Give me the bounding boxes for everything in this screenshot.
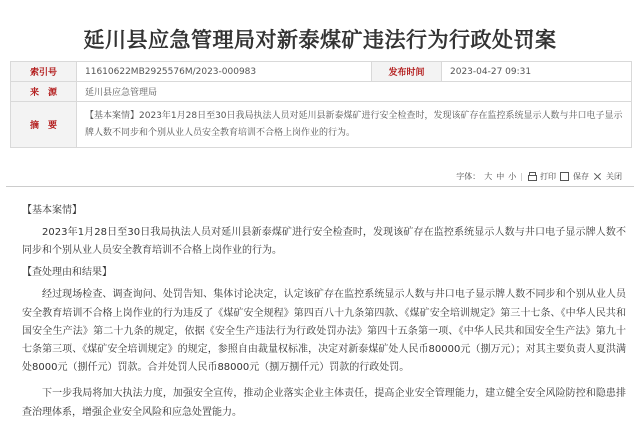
- metadata-table: [10, 61, 632, 148]
- article-body: [22, 202, 626, 426]
- page-title: 延川县应急管理局对新泰煤矿违法行为行政处罚案: [83, 28, 557, 52]
- metadata-row-abstract: [11, 102, 632, 148]
- abstract-value: 【基本案情】2023年1月28日至30日我局执法人员对延川县新泰煤矿进行安全检查时，发现该矿存在监控系统显示人数与井口电子显示牌人数不同步和个别从业人员安全教育培训不合格上岗作业的行为。: [77, 102, 632, 148]
- font-size-large-button[interactable]: 大: [484, 172, 493, 181]
- article-toolbar: [456, 171, 622, 182]
- font-size-small-button[interactable]: 小: [508, 172, 517, 181]
- publish-time-value: 2023-04-27 09:31: [442, 62, 632, 82]
- font-size-label: 字体：: [456, 172, 481, 181]
- publish-time-label: 发布时间: [372, 62, 442, 82]
- metadata-row-index: [11, 62, 632, 82]
- font-size-medium-button[interactable]: 中: [496, 172, 505, 181]
- metadata-row-source: [11, 82, 632, 102]
- paragraph-result: 经过现场检查、调查询问、处罚告知、集体讨论决定，认定该矿存在监控系统显示人数与井口电子显示牌人数不同步和个别从业人员安全教育培训不合格上岗作业的行为违反了《煤矿安全规程》第四百八十九条第四款、《煤矿安全培训规定》第三十七条、《中华人民共和国安全生产法》第二十九条的规定，依据《安全生产违法行为行政处罚办法》第四十五条第一项、《中华人民共和国安全生产法》第九十七条第三项、《煤矿安全培训规定》的规定，参照自由裁量权标准，决定对新泰煤矿处人民币80000元（捌万元）；对其主要负责人夏洪满处8000元（捌仟元）罚款。合并处罚人民币88000元（捌万捌仟元）罚款的行政处罚。: [22, 289, 626, 374]
- paragraph-basic-facts: 2023年1月28日至30日我局执法人员对延川县新泰煤矿进行安全检查时，发现该矿存在监控系统显示人数与井口电子显示牌人数不同步和个别从业人员安全教育培训不合格上岗作业的行为。: [22, 227, 626, 257]
- source-label: 来 源: [11, 82, 77, 102]
- printer-icon[interactable]: [527, 172, 536, 181]
- close-button[interactable]: 关闭: [606, 172, 622, 181]
- toolbar-separator: |: [520, 172, 523, 181]
- index-value: 11610622MB2925576M/2023-000983: [77, 62, 372, 82]
- abstract-label: 摘 要: [11, 102, 77, 148]
- section-heading-basic-facts: 【基本案情】: [22, 205, 82, 216]
- paragraph-next-steps: 下一步我局将加大执法力度，加强安全宣传，推动企业落实企业主体责任，提高企业安全管理能力，建立健全安全风险防控和隐患排查治理体系，增强企业安全风险和应急处置能力。: [22, 388, 626, 418]
- section-heading-result: 【查处理由和结果】: [22, 267, 112, 279]
- source-value: 延川县应急管理局: [77, 82, 632, 102]
- close-icon[interactable]: [593, 172, 602, 181]
- print-button[interactable]: 打印: [540, 172, 556, 181]
- save-icon[interactable]: [560, 172, 569, 181]
- index-label: 索引号: [11, 62, 77, 82]
- content-divider: [6, 186, 634, 187]
- save-button[interactable]: 保存: [573, 172, 589, 181]
